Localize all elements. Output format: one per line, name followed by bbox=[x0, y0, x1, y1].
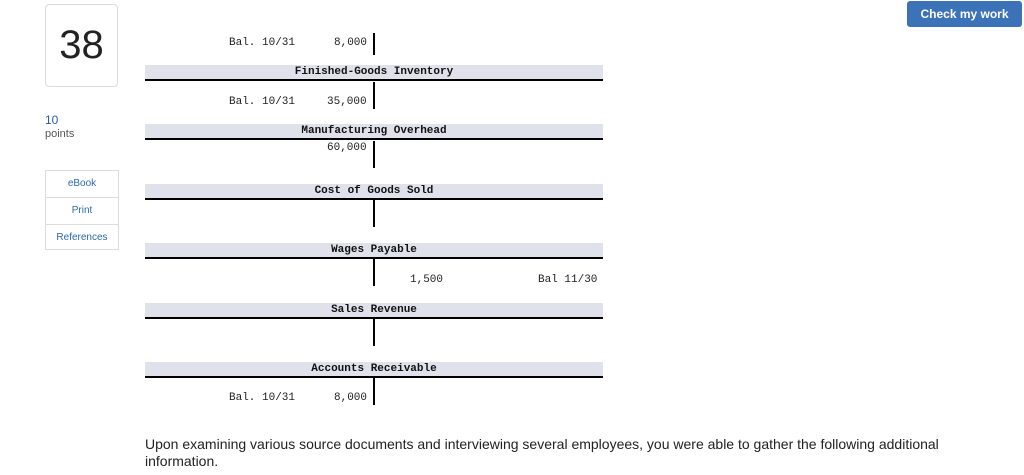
entry-date: Bal. 10/31 bbox=[229, 392, 296, 404]
points-value: 10 bbox=[45, 113, 59, 127]
ebook-link[interactable]: eBook bbox=[46, 171, 118, 198]
t-account-divider bbox=[373, 259, 375, 286]
t-account-divider bbox=[373, 200, 375, 227]
entry-amount: 60,000 bbox=[327, 142, 367, 154]
entry-date: Bal. 10/31 bbox=[229, 37, 296, 49]
check-my-work-button[interactable]: Check my work bbox=[907, 1, 1022, 27]
t-account-divider bbox=[373, 33, 375, 55]
account-title: Wages Payable bbox=[145, 243, 603, 259]
account-title: Manufacturing Overhead bbox=[145, 124, 603, 140]
entry-amount: 35,000 bbox=[327, 96, 367, 108]
references-link[interactable]: References bbox=[56, 232, 108, 243]
entry-amount: 1,500 bbox=[410, 274, 444, 286]
entry-date: Bal. 10/31 bbox=[229, 96, 296, 108]
question-number: 38 bbox=[45, 4, 118, 87]
entry-amount: 8,000 bbox=[334, 392, 368, 404]
t-account-divider bbox=[373, 82, 375, 109]
t-account-divider bbox=[373, 319, 375, 346]
t-account-divider bbox=[373, 141, 375, 168]
points-label: points bbox=[45, 128, 75, 140]
account-title: Accounts Receivable bbox=[145, 362, 603, 378]
resource-links bbox=[45, 170, 119, 250]
entry-amount: 8,000 bbox=[334, 37, 368, 49]
instructions-text: Upon examining various source documents and interviewing several employees, you were able to gather the following additional information. bbox=[145, 436, 939, 469]
account-title: Sales Revenue bbox=[145, 303, 603, 319]
account-title: Cost of Goods Sold bbox=[145, 184, 603, 200]
entry-date: Bal 11/30 bbox=[538, 274, 598, 286]
t-account-divider bbox=[373, 378, 375, 405]
print-link[interactable]: Print bbox=[46, 198, 118, 225]
account-title: Finished-Goods Inventory bbox=[145, 65, 603, 81]
